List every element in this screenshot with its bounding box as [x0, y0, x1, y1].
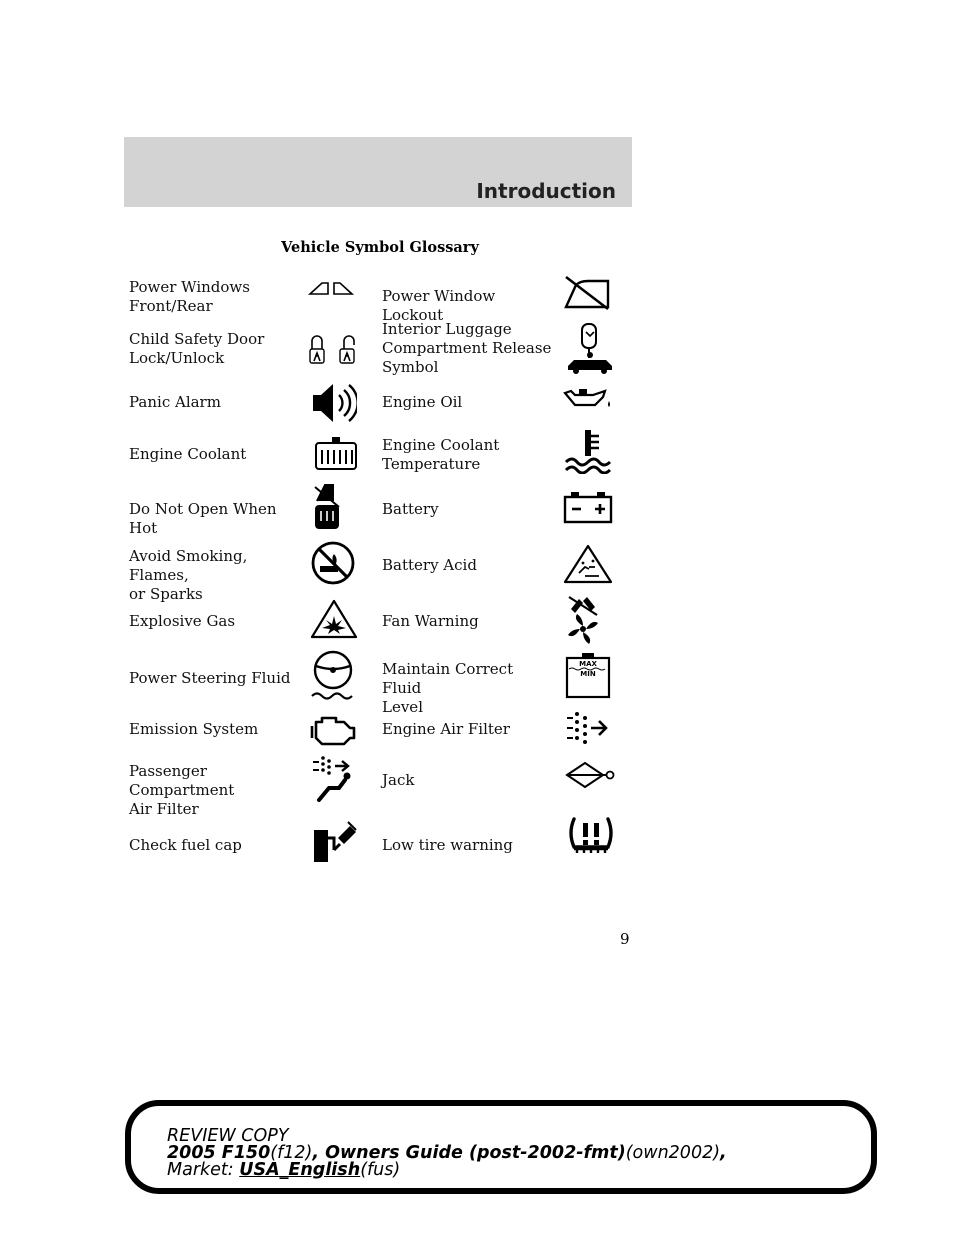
label-do-not-open-when-hot: Do Not Open When Hot [129, 500, 277, 537]
label-panic-alarm: Panic Alarm [129, 393, 221, 411]
explosive-gas-icon [310, 598, 358, 640]
label-fan-warning: Fan Warning [382, 612, 479, 630]
label-cabin-air-filter: Passenger Compartment Air Filter [129, 762, 235, 818]
label-check-fuel-cap: Check fuel cap [129, 836, 242, 854]
footer-guide: , Owners Guide (post-2002-fmt) [312, 1143, 626, 1163]
label-power-steering-fluid: Power Steering Fluid [129, 669, 291, 687]
footer-text [167, 1128, 727, 1179]
label-avoid-smoking: Avoid Smoking, Flames, or Sparks [129, 547, 248, 603]
engine-icon [310, 710, 356, 750]
label-maintain-fluid-level: Maintain Correct Fluid Level [382, 660, 514, 716]
footer-market-label: Market: [167, 1160, 234, 1180]
air-filter-icon [565, 710, 611, 746]
label-engine-coolant: Engine Coolant [129, 445, 247, 463]
jack-icon [563, 760, 615, 790]
label-power-windows: Power Windows Front/Rear [129, 278, 250, 315]
section-header [124, 137, 632, 207]
label-engine-coolant-temperature: Engine Coolant Temperature [382, 436, 500, 473]
footer-review-copy: REVIEW COPY [167, 1126, 289, 1146]
label-jack: Jack [382, 771, 415, 789]
footer-guide-code: (own2002) [625, 1143, 721, 1163]
oil-can-icon [563, 385, 615, 413]
label-low-tire-warning: Low tire warning [382, 836, 513, 854]
fluid-level-icon [565, 653, 611, 699]
label-child-safety-lock: Child Safety Door Lock/Unlock [129, 330, 265, 367]
label-emission-system: Emission System [129, 720, 259, 738]
battery-icon [563, 490, 613, 524]
review-copy-footer [125, 1100, 877, 1194]
footer-model: 2005 F150 [167, 1143, 271, 1163]
fan-warning-icon [565, 593, 601, 645]
speaker-icon [311, 380, 357, 426]
footer-model-code: (f12) [270, 1143, 313, 1163]
coolant-temperature-icon [564, 428, 612, 474]
footer-comma: , [720, 1143, 727, 1163]
luggage-release-icon [566, 322, 614, 374]
label-battery: Battery [382, 500, 439, 518]
section-title: Introduction [476, 179, 616, 203]
do-not-open-hot-icon [311, 481, 343, 531]
label-explosive-gas: Explosive Gas [129, 612, 236, 630]
coolant-reservoir-icon [314, 435, 358, 471]
power-windows-icon [308, 280, 356, 296]
max-label: MAX [579, 660, 597, 668]
footer-market: USA_English [239, 1160, 361, 1180]
label-engine-air-filter: Engine Air Filter [382, 720, 510, 738]
cabin-air-filter-icon [311, 754, 355, 804]
tire-pressure-icon [566, 815, 616, 855]
label-power-window-lockout: Power Window Lockout [382, 287, 496, 324]
footer-market-line [167, 1162, 727, 1179]
label-engine-oil: Engine Oil [382, 393, 463, 411]
glossary-title: Vehicle Symbol Glossary [281, 239, 479, 256]
min-label: MIN [580, 670, 596, 678]
label-luggage-release: Interior Luggage Compartment Release Symbol [382, 320, 552, 376]
label-battery-acid: Battery Acid [382, 556, 477, 574]
power-window-lockout-icon [562, 275, 612, 311]
child-safety-lock-icon [306, 333, 360, 367]
battery-acid-icon [563, 543, 613, 585]
steering-wheel-icon [310, 650, 356, 702]
footer-market-code: (fus) [360, 1160, 401, 1180]
page-number: 9 [620, 930, 630, 948]
fuel-cap-icon [310, 820, 360, 864]
no-smoking-icon [310, 540, 356, 586]
